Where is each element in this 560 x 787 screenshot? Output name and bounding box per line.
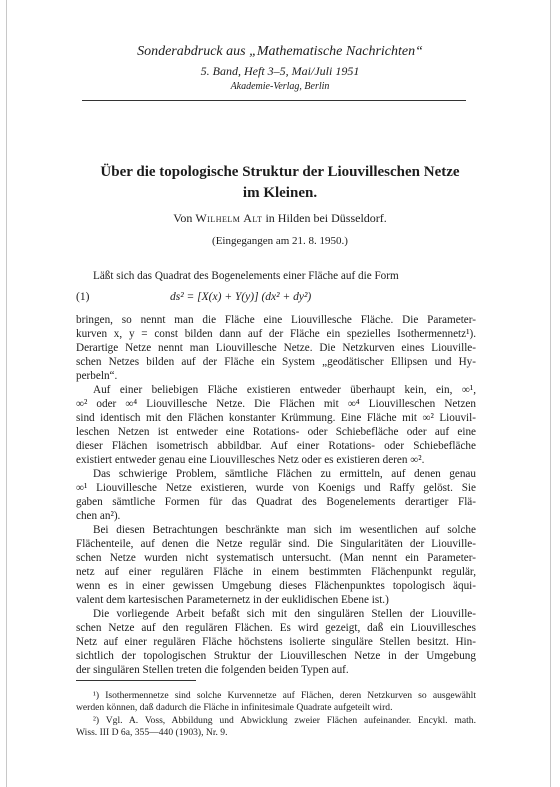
- journal-header-volume: 5. Band, Heft 3–5, Mai/Juli 1951: [200, 64, 360, 78]
- body-line: existiert entweder genau eine Liouvillesches Netz oder es existieren deren ∞².: [76, 454, 425, 466]
- footnote-rule: [76, 680, 196, 681]
- body-line: dieser Flächen isometrisch abbildbar. Auf einer Rotations- oder Schiebefläche: [76, 440, 476, 452]
- body-line: sichtlich der topologischen Struktur der Liouvilleschen Netze in der Umgebung: [76, 650, 476, 662]
- received-date: (Eingegangen am 21. 8. 1950.): [212, 235, 348, 247]
- body-line: valent dem kartesischen Parameternetz in der euklidischen Ebene ist.): [76, 594, 389, 606]
- body-line: ∞² oder ∞⁴ Liouvillesche Netze. Die Flächen mit ∞⁴ Liouvilleschen Netzen: [76, 398, 476, 410]
- journal-header-publisher: Akademie-Verlag, Berlin: [230, 81, 330, 92]
- article-title-line1: Über die topologische Struktur der Liouvilleschen Netze: [100, 164, 460, 180]
- body-line: schen Netzes bilden auf der Fläche ein System „geodätischer Ellipsen und Hy-: [76, 356, 476, 368]
- body-line: der singulären Stellen treten die folgenden beiden Typen auf.: [76, 664, 349, 676]
- body-line: Derartige Netze nennt man Liouvillesche Netze. Die Netzkurven eines Liouville-: [76, 342, 476, 354]
- body-line: Die vorliegende Arbeit befaßt sich mit den singulären Stellen der Liouville-: [93, 608, 476, 620]
- body-line: Flächenteile, auf denen die Netze regulär sind. Die Singularitäten der Liouville-: [76, 538, 476, 550]
- body-line: wenn es in einer gewissen Umgebung dieses Flächenpunktes topologisch äqui-: [76, 580, 476, 592]
- author-affiliation: in Hilden bei Düsseldorf.: [262, 211, 387, 225]
- body-line: bringen, so nennt man die Fläche eine Liouvillesche Fläche. Die Parameter-: [76, 314, 476, 326]
- page-edge-right: [550, 0, 551, 787]
- body-line: netz auf einer regulären Fläche in einem bestimmten Flächenpunkt regulär,: [76, 566, 476, 578]
- page-edge-left: [6, 0, 7, 787]
- body-line: schen Netze wurden nicht systematisch untersucht. (Man nennt ein Parameter-: [76, 552, 476, 564]
- body-line: perbeln“.: [76, 370, 118, 382]
- footnote-line: Wiss. III D 6a, 355—440 (1903), Nr. 9.: [76, 727, 228, 738]
- footnote-line: ²) Vgl. A. Voss, Abbildung und Abwicklung zweier Flächen aufeinander. Encykl. math.: [93, 715, 476, 726]
- body-line: Netz auf einer regulären Fläche höchstens isolierte singuläre Stellen besitzt. Hin-: [76, 636, 476, 648]
- body-line: chen an²).: [76, 510, 121, 522]
- author-name: Wilhelm Alt: [195, 211, 263, 225]
- body-line: Das schwierige Problem, sämtliche Flächen zu ermitteln, auf denen genau: [93, 468, 476, 480]
- author-prefix: Von: [173, 211, 196, 225]
- body-line: kurven x, y = const bilden dann auf der Fläche ein spezielles Isothermennetz¹).: [76, 328, 476, 340]
- equation-number: (1): [76, 291, 90, 303]
- equation-formula: ds² = [X(x) + Y(y)] (dx² + dy²): [170, 291, 312, 303]
- body-line: gaben sämtliche Formen für das Quadrat des Bogenelements derartiger Flä-: [76, 496, 476, 508]
- body-line: Auf einer beliebigen Fläche existieren entweder überhaupt kein, ein, ∞¹,: [93, 384, 476, 396]
- body-line: leschen Netzen ist entweder eine Rotations- oder Schiebefläche oder auf eine: [76, 426, 476, 438]
- article-title-line2: im Kleinen.: [242, 185, 318, 201]
- body-line: ∞¹ Liouvillesche Netze existieren, wurde von Koenigs und Raffy gelöst. Sie: [76, 482, 476, 494]
- body-line: sind identisch mit den Flächen konstanter Krümmung. Eine Fläche mit ∞² Liouvil-: [76, 412, 476, 424]
- body-line: Läßt sich das Quadrat des Bogenelements einer Fläche auf die Form: [93, 270, 399, 282]
- footnote-line: werden können, daß dadurch die Fläche in infinitesimale Quadrate aufgeteilt wird.: [76, 702, 393, 713]
- author-line: [60, 211, 500, 226]
- journal-header-title: Sonderabdruck aus „Mathematische Nachrichten“: [137, 44, 423, 59]
- body-line: schen Netze auf den regulären Flächen. Es wird gezeigt, daß ein Liouvillesches: [76, 622, 476, 634]
- footnote-line: ¹) Isothermennetze sind solche Kurvennetze auf Flächen, deren Netzkurven so ausgewählt: [93, 690, 476, 701]
- header-rule: [82, 100, 466, 101]
- body-line: Bei diesen Betrachtungen beschränkte man sich im wesentlichen auf solche: [93, 524, 476, 536]
